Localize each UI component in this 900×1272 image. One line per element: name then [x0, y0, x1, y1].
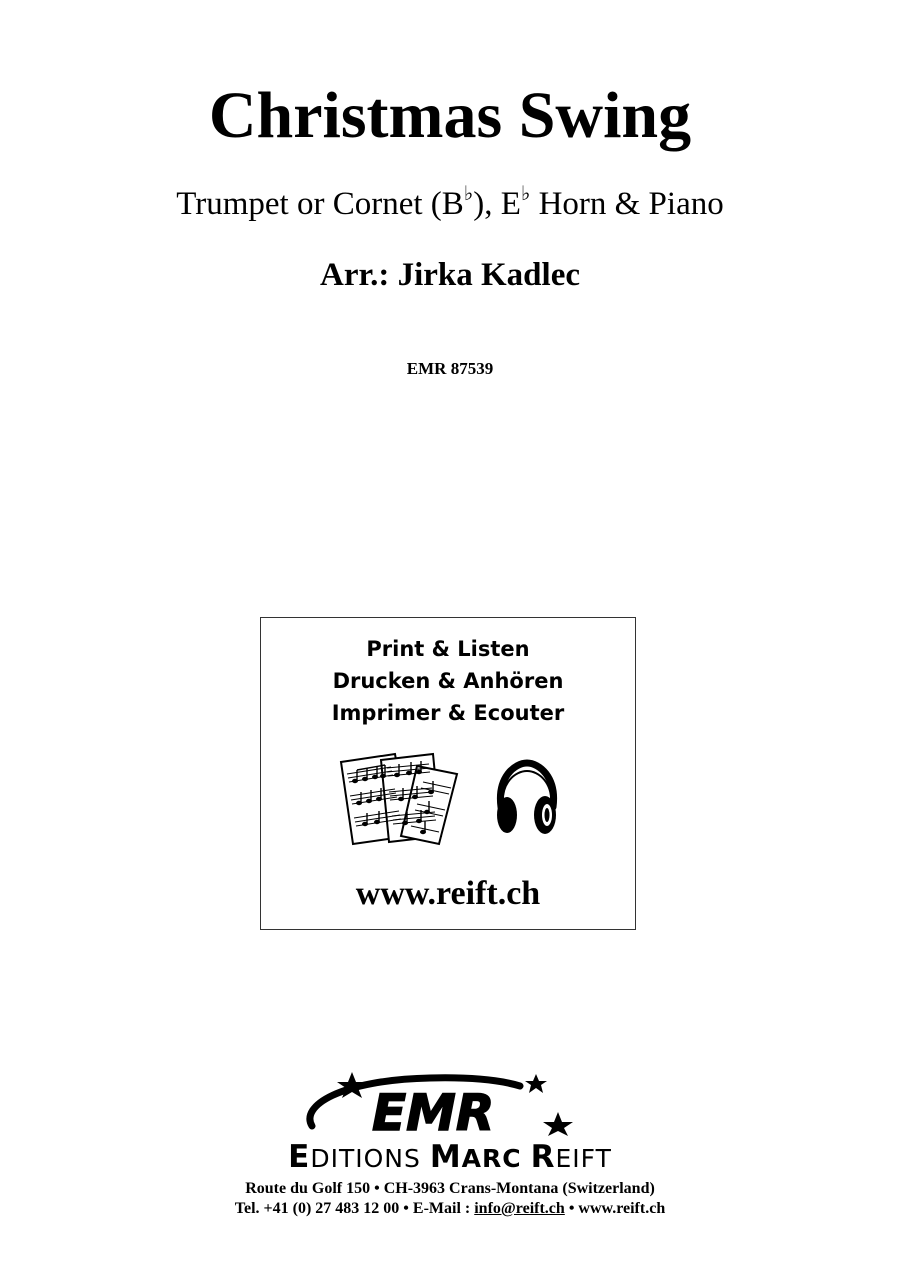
flat-sign: ♭	[463, 183, 474, 205]
print-listen-box	[260, 617, 636, 930]
instrumentation-part2: ), E	[473, 186, 521, 222]
phone-text: Tel. +41 (0) 27 483 12 00 • E-Mail :	[234, 1200, 475, 1217]
promo-url-link[interactable]: www.reift.ch	[355, 875, 541, 912]
website-text: • www.reift.ch	[564, 1200, 666, 1217]
catalog-number: EMR 87539	[406, 359, 494, 378]
contact-line	[0, 1198, 900, 1220]
instrumentation-part3: Horn & Piano	[530, 186, 724, 222]
instrumentation	[0, 184, 900, 224]
flat-sign: ♭	[520, 183, 531, 205]
headphones-icon	[493, 759, 561, 837]
emr-logo-icon	[300, 1072, 600, 1136]
emr-logo-text: EMR	[372, 1084, 495, 1136]
sheet-music-icon	[339, 752, 467, 848]
instrumentation-part1: Trumpet or Cornet (B	[176, 186, 464, 222]
arranger: Arr.: Jirka Kadlec	[320, 257, 580, 293]
promo-line-en: Print & Listen	[366, 637, 530, 661]
address-line: Route du Golf 150 • CH-3963 Crans-Montana (Switzerland)	[245, 1180, 655, 1197]
document-title: Christmas Swing	[208, 79, 692, 152]
promo-line-fr: Imprimer & Ecouter	[331, 701, 565, 725]
promo-line-de: Drucken & Anhören	[332, 669, 564, 693]
publisher-name: EDITIONS MARC REIFT	[288, 1139, 612, 1175]
email-link[interactable]: info@reift.ch	[474, 1200, 565, 1217]
